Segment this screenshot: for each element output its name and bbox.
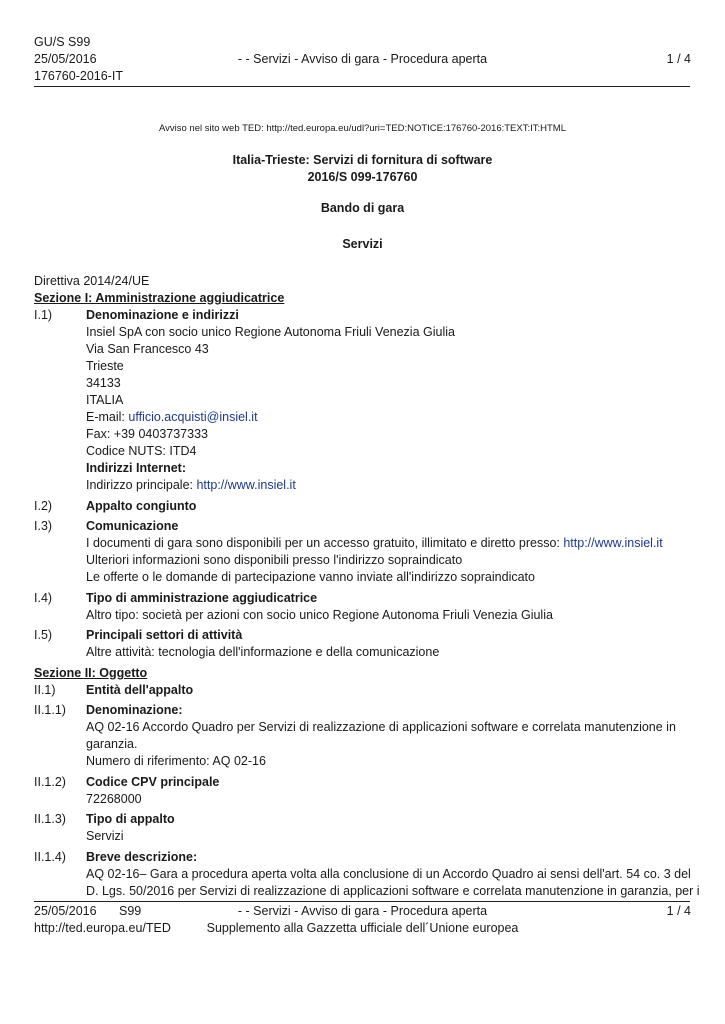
main-address-row <box>86 478 296 492</box>
item-number: II.1.2) <box>34 775 66 789</box>
authority-email-row <box>86 410 258 424</box>
item-title: Appalto congiunto <box>86 499 197 513</box>
item-number: II.1.4) <box>34 850 66 864</box>
directive: Direttiva 2014/24/UE <box>34 274 150 288</box>
item-number: I.1) <box>34 308 53 322</box>
item-number: I.5) <box>34 628 53 642</box>
item-title: Tipo di amministrazione aggiudicatrice <box>86 591 318 605</box>
cpv-code: 72268000 <box>86 792 142 806</box>
item-title: Tipo di appalto <box>86 812 175 826</box>
authority-postcode: 34133 <box>86 376 121 390</box>
email-link[interactable]: ufficio.acquisti@insiel.it <box>128 410 258 424</box>
item-title: Codice CPV principale <box>86 775 220 789</box>
authority-country: ITALIA <box>86 393 124 407</box>
item-title: Entità dell'appalto <box>86 683 194 697</box>
authority-fax: Fax: +39 0403737333 <box>86 427 208 441</box>
short-description-line: D. Lgs. 50/2016 per Servizi di realizzazione di applicazioni software e correlata manutenzione in garanzia, per i <box>86 884 700 898</box>
header-notice-id: 176760-2016-IT <box>34 69 123 83</box>
header-rule <box>34 86 690 87</box>
authority-nuts-code: Codice NUTS: ITD4 <box>86 444 197 458</box>
section-2-heading: Sezione II: Oggetto <box>34 666 148 680</box>
footer-url[interactable]: http://ted.europa.eu/TED <box>34 921 171 935</box>
offers-text: Le offerte o le domande di partecipazione vanno inviate all'indirizzo sopraindicato <box>86 570 535 584</box>
main-activity-text: Altre attività: tecnologia dell'informazione e della comunicazione <box>86 645 440 659</box>
item-number: II.1.3) <box>34 812 66 826</box>
item-title: Principali settori di attività <box>86 628 243 642</box>
item-number: I.3) <box>34 519 53 533</box>
documents-text: I documenti di gara sono disponibili per un accesso gratuito, illimitato e diretto presso: <box>86 536 564 550</box>
item-number: II.1.1) <box>34 703 66 717</box>
section-1-heading: Sezione I: Amministrazione aggiudicatrice <box>34 291 285 305</box>
authority-city: Trieste <box>86 359 124 373</box>
item-title: Denominazione e indirizzi <box>86 308 239 322</box>
header-page-number: 1 / 4 <box>666 52 691 66</box>
contract-type: Servizi <box>342 237 383 251</box>
item-number: II.1) <box>34 683 56 697</box>
footer-rule <box>34 901 690 902</box>
authority-type-text: Altro tipo: società per azioni con socio unico Regione Autonoma Friuli Venezia Giulia <box>86 608 553 622</box>
item-title: Denominazione: <box>86 703 183 717</box>
internet-addresses-title: Indirizzi Internet: <box>86 461 186 475</box>
footer-date: 25/05/2016 <box>34 904 97 918</box>
header-title: - - Servizi - Avviso di gara - Procedura aperta <box>237 52 488 66</box>
main-address-label: Indirizzo principale: <box>86 478 197 492</box>
notice-number: 2016/S 099-176760 <box>307 170 418 184</box>
header-date: 25/05/2016 <box>34 52 97 66</box>
contract-name-line: garanzia. <box>86 737 138 751</box>
contract-type-value: Servizi <box>86 829 124 843</box>
further-info-text: Ulteriori informazioni sono disponibili presso l'indirizzo sopraindicato <box>86 553 463 567</box>
footer-issue: S99 <box>119 904 142 918</box>
item-title: Comunicazione <box>86 519 179 533</box>
item-title: Breve descrizione: <box>86 850 198 864</box>
documents-row <box>86 536 663 550</box>
notice-title: Italia-Trieste: Servizi di fornitura di software <box>232 153 493 167</box>
authority-street: Via San Francesco 43 <box>86 342 209 356</box>
notice-type: Bando di gara <box>320 201 405 215</box>
email-label: E-mail: <box>86 410 129 424</box>
item-number: I.2) <box>34 499 53 513</box>
footer-page-number: 1 / 4 <box>666 904 691 918</box>
authority-name: Insiel SpA con socio unico Regione Autonoma Friuli Venezia Giulia <box>86 325 455 339</box>
header-issue: GU/S S99 <box>34 35 91 49</box>
main-address-link[interactable]: http://www.insiel.it <box>196 478 296 492</box>
ted-notice-link[interactable]: Avviso nel sito web TED: http://ted.europa.eu/udl?uri=TED:NOTICE:176760-2016:TEXT:IT:HTML <box>158 123 567 134</box>
footer-supplement: Supplemento alla Gazzetta ufficiale dell´Unione europea <box>206 921 519 935</box>
documents-link[interactable]: http://www.insiel.it <box>563 536 663 550</box>
contract-name-line: AQ 02-16 Accordo Quadro per Servizi di realizzazione di applicazioni software e correlata manutenzione in <box>86 720 676 734</box>
short-description-line: AQ 02-16– Gara a procedura aperta volta alla conclusione di un Accordo Quadro ai sensi dell'art. 54 co. 3 del <box>86 867 691 881</box>
reference-number: Numero di riferimento: AQ 02-16 <box>86 754 266 768</box>
item-number: I.4) <box>34 591 53 605</box>
footer-title: - - Servizi - Avviso di gara - Procedura aperta <box>237 904 488 918</box>
